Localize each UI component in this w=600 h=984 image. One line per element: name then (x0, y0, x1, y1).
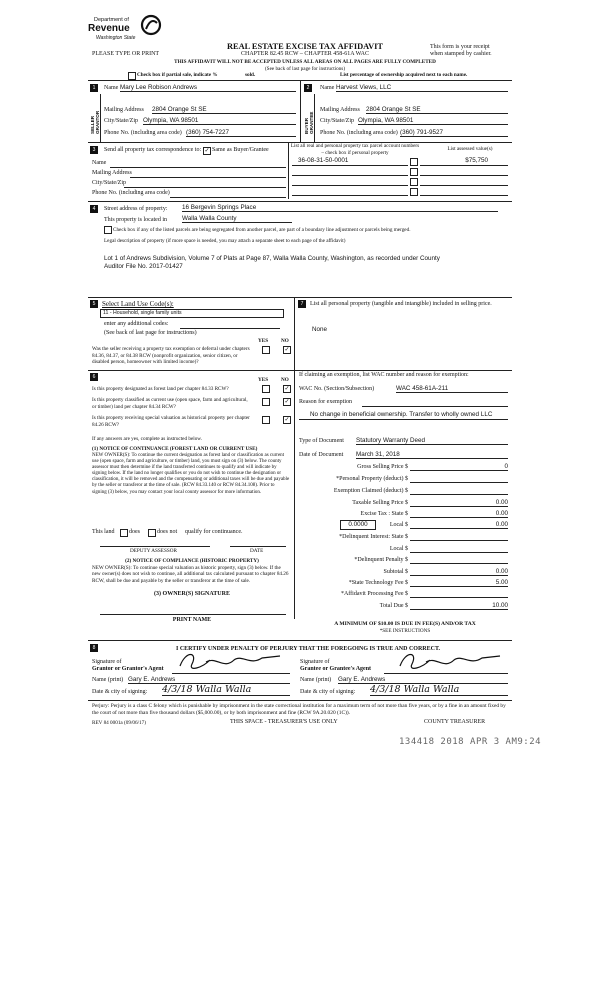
exemption-claimed-value[interactable] (410, 487, 508, 495)
grantee-sig-label-1: Signature of (300, 659, 330, 665)
land-use-code-field[interactable]: 11 - Household, single family units (100, 309, 284, 318)
land-use-title: Select Land Use Code(s): (102, 300, 174, 308)
grantor-name-label: Name (print) (92, 677, 124, 683)
doc-date-label: Date of Document (299, 452, 344, 458)
seller-city-field[interactable]: Olympia, WA 98501 (143, 117, 296, 125)
buyer-phone-label: Phone No. (including area code) (320, 130, 398, 136)
grantee-name-field[interactable]: Gary E. Andrews (338, 676, 508, 684)
rev-number: REV 84 0001a (09/06/17) (92, 720, 146, 726)
segregated-checkbox[interactable] (104, 226, 112, 234)
grantor-date-field[interactable]: 4/3/18 Walla Walla (162, 684, 290, 696)
grantor-date-label: Date & city of signing: (92, 689, 148, 695)
sold-label: sold. (245, 72, 256, 78)
delinquent-interest-local-value[interactable] (410, 545, 508, 553)
see-instructions-note: *SEE INSTRUCTIONS (379, 628, 431, 634)
reason-field[interactable]: No change in beneficial ownership. Transfer to wholly owned LLC (310, 411, 493, 418)
section5-no-header: NO (281, 338, 289, 344)
section-7-number: 7 (298, 300, 306, 308)
partial-sale-label: Check box if partial sale, indicate % (137, 72, 218, 78)
personal-property-deduct-label: *Personal Property (deduct) $ (336, 476, 408, 482)
form-warning: THIS AFFIDAVIT WILL NOT BE ACCEPTED UNLESS ALL AREAS ON ALL PAGES ARE FULLY COMPLETED (174, 59, 436, 65)
buyer-phone-field[interactable]: (360) 791-9527 (400, 129, 508, 137)
located-in-field[interactable]: Walla Walla County (182, 215, 292, 223)
department-logo (88, 14, 168, 48)
technology-fee-label: *State Technology Fee $ (348, 580, 408, 586)
send-correspondence-label: Send all property tax correspondence to: (104, 147, 202, 153)
doc-type-label: Type of Document (299, 438, 344, 444)
partial-sale-checkbox[interactable] (128, 72, 136, 80)
correspondence-name-label: Name (92, 160, 107, 166)
delinquent-interest-state-value[interactable] (410, 533, 508, 541)
delinquent-interest-state-label: *Delinquent Interest: State $ (339, 534, 408, 540)
buyer-mailing-label: Mailing Address (320, 107, 360, 113)
buyer-city-label: City/State/Zip (320, 118, 354, 124)
total-due-value[interactable]: 10.00 (410, 602, 508, 610)
wac-label: WAC No. (Section/Subsection) (299, 386, 375, 392)
revenue-logo-icon (140, 14, 170, 36)
form-title: REAL ESTATE EXCISE TAX AFFIDAVIT (226, 42, 384, 51)
perjury-statement: Perjury: Perjury is a class C felony which is punishable by imprisonment in the state correctional institution for a maximum term of not more than five years, or by a fine in an amount fixed by the court of not more than five thousand dollars ($5,000.00), or by both imprisonment and fine (RCW 9A.20.020 (1C)). (92, 703, 506, 716)
buyer-city-field[interactable]: Olympia, WA 98501 (358, 117, 508, 125)
current-use-question: Is this property classified as current use (open space, farm and agricultural, or timber) land per chapter 84.34 RCW? (92, 397, 248, 410)
parcel-4-personal-checkbox[interactable] (410, 188, 418, 196)
street-address-label: Street address of property: (104, 206, 168, 212)
seller-phone-field[interactable]: (360) 754-7227 (186, 129, 296, 137)
legal-description-line2[interactable]: Auditor File No. 2017-01427 (104, 263, 183, 270)
grantee-date-label: Date & city of signing: (300, 689, 356, 695)
parcel-3-personal-checkbox[interactable] (410, 178, 418, 186)
buyer-name-field[interactable]: Harvest Views, LLC (336, 84, 508, 92)
segregated-label: Check box if any of the listed parcels are being segregated from another parcel, are part of a boundary line adjustment or parcels being merged. (113, 227, 411, 233)
excise-local-value[interactable]: 0.00 (410, 521, 508, 529)
deputy-assessor-label: DEPUTY ASSESSOR (130, 548, 177, 554)
correspondence-mailing-label: Mailing Address (92, 170, 132, 176)
minimum-note: A MINIMUM OF $10.00 IS DUE IN FEE(S) AND/OR TAX (334, 621, 476, 627)
reason-label: Reason for exemption (299, 399, 352, 405)
grantee-signature (396, 648, 506, 676)
exemption-no-checkbox[interactable]: ✓ (284, 347, 290, 353)
owner-signature-label: (3) OWNER(S) SIGNATURE (154, 591, 230, 597)
dept-line3: Washington State (96, 35, 136, 41)
section-5-number: 5 (90, 300, 98, 308)
buyer-name-label: Name (320, 85, 335, 91)
grantor-sig-label-2: Grantor or Grantor's Agent (92, 666, 164, 672)
seller-side-label: SELLER GRANTOR (90, 110, 100, 134)
exemption-question: Was the seller receiving a property tax exemption or deferral under chapters 84.36, 84.37, or 84.38 RCW (nonprofit organization, senior citizen, or disabled person, homeowner with limited income)? (92, 346, 250, 365)
seller-mailing-field[interactable]: 2804 Orange St SE (152, 106, 296, 114)
seller-name-field[interactable]: Mary Lee Robison Andrews (120, 84, 296, 92)
grantee-name-label: Name (print) (300, 677, 332, 683)
excise-local-label: Local $ (389, 522, 408, 528)
grantee-date-field[interactable]: 4/3/18 Walla Walla (370, 684, 508, 696)
grantee-sig-label-2: Grantee or Grantee's Agent (300, 666, 372, 672)
forest-land-question: Is this property designated as forest land per chapter 84.33 RCW? (92, 386, 229, 392)
seller-mailing-label: Mailing Address (104, 107, 144, 113)
buyer-side-label: BUYER GRANTEE (304, 111, 314, 134)
exemption-claimed-label: Exemption Claimed (deduct) $ (333, 488, 408, 494)
section5-yes-header: YES (258, 338, 269, 344)
doc-date-field[interactable]: March 31, 2018 (356, 451, 508, 459)
parcel-1-personal-checkbox[interactable] (410, 158, 418, 166)
section-3-number: 3 (90, 146, 98, 154)
section6-yes-header: YES (258, 377, 269, 383)
technology-fee-value[interactable]: 5.00 (410, 579, 508, 587)
exemption-label: If claiming an exemption, list WAC number and reason for exemption: (299, 372, 469, 378)
taxable-selling-value[interactable]: 0.00 (410, 499, 508, 507)
wac-field[interactable]: WAC 458-61A-211 (396, 385, 508, 393)
section-4-number: 4 (90, 205, 98, 213)
current-use-yes-checkbox[interactable] (262, 398, 270, 406)
additional-codes-label: enter any additional codes: (104, 321, 169, 327)
parcel-number[interactable]: 36-08-31-50-0001 (298, 157, 349, 164)
section6-no-header: NO (281, 377, 289, 383)
if-yes-note: If any answers are yes, complete as instructed below. (92, 436, 203, 442)
treasurer-space-label: THIS SPACE - TREASURER'S USE ONLY (230, 719, 338, 725)
form-subtitle: CHAPTER 82.45 RCW – CHAPTER 458-61A WAC (241, 51, 369, 57)
county-treasurer-label: COUNTY TREASURER (424, 719, 486, 725)
notice-compliance-title: (2) NOTICE OF COMPLIANCE (HISTORIC PROPERTY) (125, 558, 259, 564)
qualify-label: qualify for continuance. (185, 529, 243, 535)
does-not-label: does not (157, 529, 178, 535)
parcel-2-personal-checkbox[interactable] (410, 168, 418, 176)
excise-state-value[interactable]: 0.00 (410, 510, 508, 518)
correspondence-city-label: City/State/Zip (92, 180, 126, 186)
seller-name-label: Name (104, 85, 119, 91)
grantor-sig-label-1: Signature of (92, 659, 122, 665)
does-qualify-checkbox[interactable] (120, 529, 128, 537)
total-due-label: Total Due $ (379, 603, 408, 609)
section-8-number: 8 (90, 644, 98, 652)
delinquent-penalty-value[interactable] (410, 556, 508, 564)
legal-description-line1[interactable]: Lot 1 of Andrews Subdivision, Volume 7 of Plats at Page 87, Walla Walla County, Washington, as recorded under County (104, 255, 440, 262)
subtotal-label: Subtotal $ (383, 569, 408, 575)
grantor-signature (176, 648, 286, 676)
personal-property-deduct-value[interactable] (410, 475, 508, 483)
ownership-note: List percentage of ownership acquired next to each name. (340, 72, 468, 78)
subtotal-value[interactable]: 0.00 (410, 568, 508, 576)
section-1-number: 1 (90, 84, 98, 92)
receipt-note-2: when stamped by cashier. (430, 51, 492, 57)
historic-yes-checkbox[interactable] (262, 416, 270, 424)
section-2-number: 2 (304, 84, 312, 92)
located-in-label: This property is located in (104, 217, 167, 223)
parcel-header: List all real and personal property tax parcel account numbers – check box if personal property (290, 143, 420, 156)
grantor-name-field[interactable]: Gary E. Andrews (128, 676, 290, 684)
current-use-no-checkbox[interactable]: ✓ (284, 399, 290, 405)
does-not-qualify-checkbox[interactable] (148, 529, 156, 537)
processing-fee-label: *Affidavit Processing Fee $ (340, 591, 408, 597)
notice-continuance-title: (1) NOTICE OF CONTINUANCE (FOREST LAND OR CURRENT USE) (92, 446, 258, 452)
please-type: PLEASE TYPE OR PRINT (92, 51, 160, 57)
gross-selling-label: Gross Selling Price $ (357, 464, 408, 470)
local-rate-field[interactable]: 0.0000 (340, 520, 376, 530)
see-back-note: (See back of last page for instructions) (264, 66, 346, 72)
assessed-header: List assessed value(s) (447, 146, 493, 152)
delinquent-penalty-label: *Delinquent Penalty $ (354, 557, 408, 563)
gross-selling-value[interactable]: 0 (410, 463, 508, 471)
exemption-yes-checkbox[interactable] (262, 346, 270, 354)
this-land-label: This land (92, 529, 115, 535)
section-6-number: 6 (90, 373, 98, 381)
dept-line1: Department of (94, 17, 129, 23)
does-label: does (129, 529, 140, 535)
forest-no-checkbox[interactable]: ✓ (284, 386, 290, 392)
treasurer-stamp: 134418 2018 APR 3 AM9:24 (399, 737, 542, 747)
assessed-value[interactable]: $75,750 (465, 157, 488, 164)
land-use-see-back: (See back of last page for instructions) (104, 330, 197, 336)
forest-yes-checkbox[interactable] (262, 385, 270, 393)
historic-no-checkbox[interactable]: ✓ (284, 417, 290, 423)
personal-property-value[interactable]: None (312, 326, 328, 333)
notice-compliance-body: NEW OWNER(S): To continue special valuation as historic property, sign (3) below. If the new owner(s) does not wish to continue, all additional tax calculated pursuant to chapter 84.26 RCW, shall be due and payable by the seller or transferor at the time of sale. (92, 565, 289, 584)
deputy-date-label: DATE (250, 548, 264, 554)
buyer-mailing-field[interactable]: 2804 Orange St SE (366, 106, 508, 114)
street-address-field[interactable]: 16 Bergevin Springs Place (182, 204, 498, 212)
receipt-note-1: This form is your receipt (430, 44, 490, 50)
historic-question: Is this property receiving special valuation as historical property per chapter 84.26 RCW? (92, 415, 250, 428)
dept-line2: Revenue (88, 23, 130, 34)
excise-state-label: Excise Tax : State $ (360, 511, 408, 517)
doc-type-field[interactable]: Statutory Warranty Deed (356, 437, 508, 445)
seller-city-label: City/State/Zip (104, 118, 138, 124)
taxable-selling-label: Taxable Selling Price $ (352, 500, 408, 506)
seller-phone-label: Phone No. (including area code) (104, 130, 182, 136)
correspondence-phone-label: Phone No. (including area code) (92, 190, 170, 196)
notice-continuance-body: NEW OWNER(S): To continue the current designation as forest land or classification as current use (open space, farm and agriculture, or timber) land, you must sign on (3) below. The county assessor must then determine if the land transferred continues to qualify and will indicate by signing below. If the land no longer qualifies or you do not wish to continue the designation or classification, it will be removed and the compensating or additional taxes will be due and payable by the seller or transferor at the time of sale. (RCW 84.33.140 or RCW 84.34.108). Prior to signing (3) below, you may contact your local county assessor for more information. (92, 453, 290, 495)
processing-fee-value[interactable] (410, 590, 508, 598)
same-as-buyer-checkbox[interactable]: ✓ (204, 148, 210, 154)
legal-description-label: Legal description of property (if more space is needed, you may attach a separate sheet to each page of the affidavit) (104, 238, 346, 244)
same-as-buyer-label: Same as Buyer/Grantee (212, 147, 269, 153)
certify-statement: I CERTIFY UNDER PENALTY OF PERJURY THAT THE FOREGOING IS TRUE AND CORRECT. (176, 646, 441, 652)
print-name-label: PRINT NAME (172, 617, 212, 623)
delinquent-interest-local-label: Local $ (389, 546, 408, 552)
personal-property-label: List all personal property (tangible and intangible) included in selling price. (310, 301, 492, 307)
